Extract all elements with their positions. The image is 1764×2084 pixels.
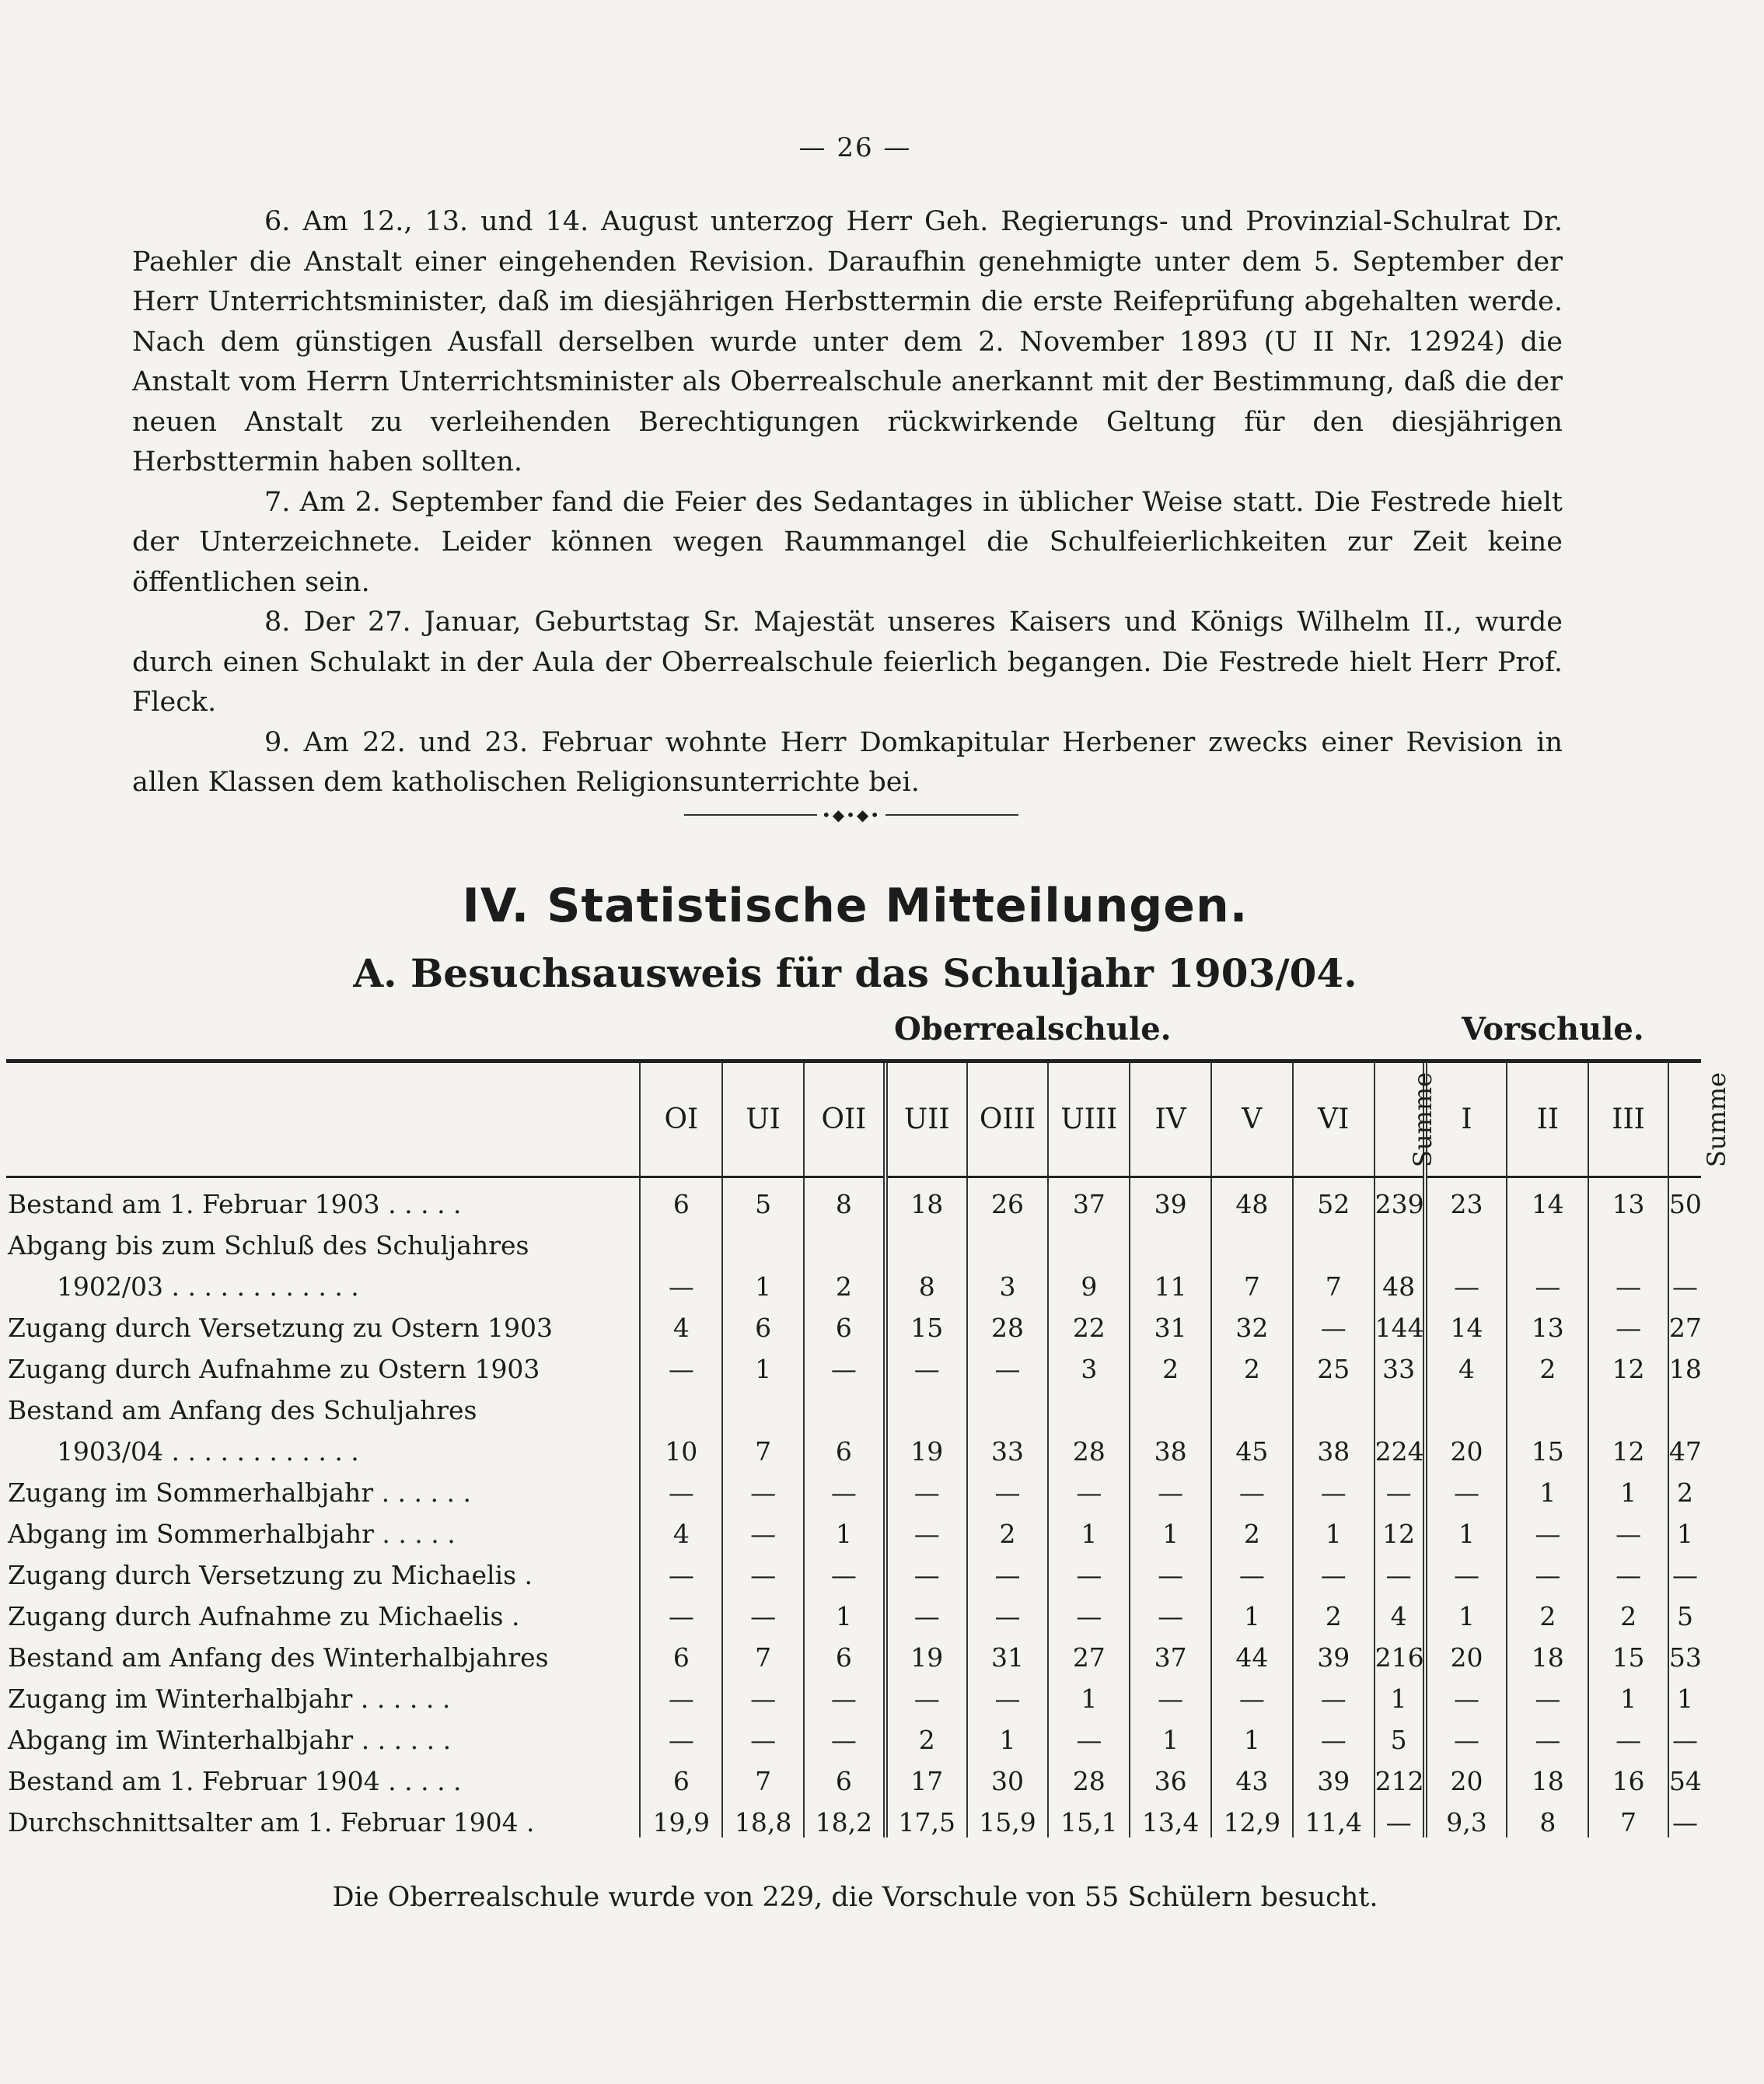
table-cell: 11,4 (1293, 1796, 1375, 1837)
table-cell: 144 (1375, 1302, 1425, 1343)
table-cell: 1 (1588, 1467, 1668, 1508)
table-cell: 8 (885, 1261, 967, 1302)
table-cell: 7 (1211, 1261, 1293, 1302)
table-cell: — (804, 1467, 885, 1508)
column-header: OIII (967, 1063, 1049, 1177)
table-cell: — (967, 1343, 1049, 1384)
row-label: Zugang im Sommerhalbjahr . . . . . . (8, 1477, 471, 1508)
table-cell: 6 (804, 1755, 885, 1796)
table-cell: 48 (1211, 1177, 1293, 1220)
table-cell: 20 (1425, 1755, 1507, 1796)
table-cell: 15 (885, 1302, 967, 1343)
table-cell: 2 (967, 1508, 1049, 1549)
table-cell: — (804, 1714, 885, 1755)
table-cell: 1 (1588, 1673, 1668, 1714)
table-cell: — (1211, 1549, 1293, 1590)
table-cell: 5 (1668, 1590, 1701, 1631)
table-cell: 36 (1130, 1755, 1211, 1796)
table-row (6, 1755, 1701, 1796)
table-cell: — (1375, 1549, 1425, 1590)
row-label: Zugang durch Aufnahme zu Michaelis . (8, 1601, 520, 1631)
header-label-cell (6, 1063, 640, 1177)
table-cell (1507, 1219, 1588, 1261)
table-cell: 37 (1048, 1177, 1130, 1220)
table-cell (967, 1384, 1049, 1425)
table-cell (885, 1219, 967, 1261)
table-cell: 6 (804, 1302, 885, 1343)
table-cell: — (885, 1590, 967, 1631)
table-cell: 1 (1211, 1714, 1293, 1755)
table-cell: — (1048, 1714, 1130, 1755)
table-cell: 1 (1668, 1673, 1701, 1714)
table-cell: 10 (640, 1425, 722, 1467)
table-cell: 6 (640, 1631, 722, 1673)
table-cell: 18 (885, 1177, 967, 1220)
table-cell: 2 (885, 1714, 967, 1755)
table-cell: — (722, 1467, 804, 1508)
table-cell: 11 (1130, 1261, 1211, 1302)
table-cell: 37 (1130, 1631, 1211, 1673)
table-cell: — (1668, 1549, 1701, 1590)
table-cell: 23 (1425, 1177, 1507, 1220)
table-cell: — (1293, 1302, 1375, 1343)
table-cell: — (1293, 1549, 1375, 1590)
table-cell: 239 (1375, 1177, 1425, 1220)
column-header: IV (1130, 1063, 1211, 1177)
table-cell (640, 1384, 722, 1425)
table-cell: — (1588, 1508, 1668, 1549)
table-cell: 31 (1130, 1302, 1211, 1343)
table-cell: 7 (722, 1631, 804, 1673)
table-cell: 18 (1507, 1631, 1588, 1673)
table-cell: — (722, 1673, 804, 1714)
table-cell (722, 1219, 804, 1261)
table-cell: 9,3 (1425, 1796, 1507, 1837)
table-cell: 216 (1375, 1631, 1425, 1673)
table-cell: 15 (1507, 1425, 1588, 1467)
table-cell: — (1588, 1714, 1668, 1755)
table-cell: — (1507, 1261, 1588, 1302)
table-cell: 2 (1211, 1343, 1293, 1384)
table-row (6, 1177, 1701, 1220)
table-cell (804, 1219, 885, 1261)
table-cell: — (1507, 1673, 1588, 1714)
row-label: Zugang durch Versetzung zu Michaelis . (8, 1560, 533, 1590)
footer-note: Die Oberrealschule wurde von 229, die Vorschule von 55 Schülern besucht. (332, 1882, 1378, 1913)
table-cell (1048, 1219, 1130, 1261)
table-cell: 28 (967, 1302, 1049, 1343)
table-cell: — (1425, 1467, 1507, 1508)
paragraph: 6. Am 12., 13. und 14. August unterzog Herr Geh. Regierungs- und Provinzial-Schulrat Dr. Paehler die Anstalt einer eingehenden Revision. Daraufhin genehmigte unter dem 5. September der Herr Unterrichtsminister, daß im diesjährigen Herbsttermin die erste Reifeprüfung abgehalten werde. Nach dem günstigen Ausfall derselben wurde unter dem 2. November 1893 (U II Nr. 12924) die Anstalt vom Herrn Unterrichtsminister als Oberrealschule anerkannt mit der Bestimmung, daß die der neuen Anstalt zu verleihenden Berechtigungen rückwirkende Geltung für den diesjährigen Herbsttermin haben sollten. (132, 206, 1563, 477)
table-cell: 33 (967, 1425, 1049, 1467)
table-cell: — (1588, 1302, 1668, 1343)
table-cell: 32 (1211, 1302, 1293, 1343)
table-cell: — (1425, 1549, 1507, 1590)
group-label-oberrealschule: Oberrealschule. (894, 1011, 1172, 1047)
table-cell: 20 (1425, 1425, 1507, 1467)
table-header-row (6, 1063, 1701, 1177)
table-cell: 18,2 (804, 1796, 885, 1837)
table-row (6, 1384, 1701, 1425)
table-cell (1668, 1384, 1701, 1425)
row-label: Zugang durch Versetzung zu Ostern 1903 (8, 1313, 553, 1343)
table-cell: 7 (722, 1425, 804, 1467)
table-cell: 52 (1293, 1177, 1375, 1220)
table-cell: — (1048, 1549, 1130, 1590)
table-cell: 4 (640, 1302, 722, 1343)
table-cell: — (1588, 1549, 1668, 1590)
column-header-summe: Summe (1375, 1063, 1425, 1177)
table-cell: 39 (1293, 1631, 1375, 1673)
table-row (6, 1467, 1701, 1508)
column-header: II (1507, 1063, 1588, 1177)
row-label: Zugang durch Aufnahme zu Ostern 1903 (8, 1354, 540, 1384)
column-header: III (1588, 1063, 1668, 1177)
table-cell: — (1130, 1590, 1211, 1631)
table-cell: 212 (1375, 1755, 1425, 1796)
table-cell: 18,8 (722, 1796, 804, 1837)
table-cell: 22 (1048, 1302, 1130, 1343)
table-cell: 30 (967, 1755, 1049, 1796)
table-cell: 1 (1425, 1590, 1507, 1631)
table-cell: — (1668, 1714, 1701, 1755)
table-cell: 28 (1048, 1425, 1130, 1467)
table-cell: 15 (1588, 1631, 1668, 1673)
table-cell: 1 (1507, 1467, 1588, 1508)
table-cell: 18 (1668, 1343, 1701, 1384)
table-cell: — (804, 1673, 885, 1714)
column-header: UIII (1048, 1063, 1130, 1177)
table-cell: — (722, 1590, 804, 1631)
table-cell: 4 (640, 1508, 722, 1549)
table-cell (640, 1219, 722, 1261)
table-cell: — (1425, 1673, 1507, 1714)
table-cell: 2 (1507, 1590, 1588, 1631)
table-cell: 14 (1425, 1302, 1507, 1343)
table-cell: 47 (1668, 1425, 1701, 1467)
table-row (6, 1425, 1701, 1467)
table-cell: 2 (804, 1261, 885, 1302)
table-cell: — (804, 1343, 885, 1384)
table-cell: 1 (1425, 1508, 1507, 1549)
table-cell: 8 (1507, 1796, 1588, 1837)
table-cell: — (640, 1261, 722, 1302)
table-cell: 12,9 (1211, 1796, 1293, 1837)
table-cell (1375, 1219, 1425, 1261)
table-cell (1211, 1384, 1293, 1425)
table-cell: — (885, 1673, 967, 1714)
table-cell: 12 (1375, 1508, 1425, 1549)
row-label: Zugang im Winterhalbjahr . . . . . . (8, 1684, 451, 1714)
table-cell: 224 (1375, 1425, 1425, 1467)
table-cell: 25 (1293, 1343, 1375, 1384)
table-cell: 18 (1507, 1755, 1588, 1796)
column-header: UII (885, 1063, 967, 1177)
column-header-summe: Summe (1668, 1063, 1701, 1177)
table-cell: 53 (1668, 1631, 1701, 1673)
subsection-title: A. Besuchsausweis für das Schuljahr 1903/04. (353, 950, 1357, 996)
table-cell: 1 (1293, 1508, 1375, 1549)
table-cell: 8 (804, 1177, 885, 1220)
table-row (6, 1261, 1701, 1302)
table-cell: — (1668, 1796, 1701, 1837)
table-cell: 5 (1375, 1714, 1425, 1755)
section-title: IV. Statistische Mitteilungen. (462, 879, 1249, 933)
table-cell: 1 (804, 1508, 885, 1549)
table-cell: 7 (1588, 1796, 1668, 1837)
table-cell (1507, 1384, 1588, 1425)
table-cell: 15,1 (1048, 1796, 1130, 1837)
table-cell: 2 (1507, 1343, 1588, 1384)
table-cell: — (967, 1467, 1049, 1508)
table-cell: 2 (1588, 1590, 1668, 1631)
table-row (6, 1508, 1701, 1549)
table-cell: 26 (967, 1177, 1049, 1220)
table-cell: 5 (722, 1177, 804, 1220)
table-row (6, 1631, 1701, 1673)
table-cell: 1 (1375, 1673, 1425, 1714)
table-cell: — (722, 1549, 804, 1590)
table-cell: — (1211, 1673, 1293, 1714)
table-cell: — (640, 1549, 722, 1590)
column-header: V (1211, 1063, 1293, 1177)
row-label: Bestand am 1. Februar 1903 . . . . . (8, 1189, 462, 1219)
table-cell: — (722, 1714, 804, 1755)
table-cell: 54 (1668, 1755, 1701, 1796)
table-cell: 4 (1375, 1590, 1425, 1631)
table-cell: 9 (1048, 1261, 1130, 1302)
table-cell: 7 (1293, 1261, 1375, 1302)
table-row (6, 1549, 1701, 1590)
table-cell: 44 (1211, 1631, 1293, 1673)
table-cell: 2 (1130, 1343, 1211, 1384)
page-number: — 26 — (798, 132, 912, 163)
column-header: UI (722, 1063, 804, 1177)
attendance-table (6, 1059, 1731, 1837)
table-cell: 12 (1588, 1425, 1668, 1467)
table-cell: 6 (640, 1177, 722, 1220)
table-cell (1588, 1219, 1668, 1261)
table-cell: 2 (1293, 1590, 1375, 1631)
table-cell (1668, 1219, 1701, 1261)
table-cell: — (1507, 1508, 1588, 1549)
table-cell: — (640, 1467, 722, 1508)
table-cell (1211, 1219, 1293, 1261)
table-cell: 50 (1668, 1177, 1701, 1220)
table-cell: 3 (967, 1261, 1049, 1302)
table-cell: — (1293, 1467, 1375, 1508)
table-cell (804, 1384, 885, 1425)
table-cell: 38 (1293, 1425, 1375, 1467)
table-cell (1588, 1384, 1668, 1425)
table-cell: 1 (722, 1343, 804, 1384)
table-cell: — (1507, 1714, 1588, 1755)
column-header: I (1425, 1063, 1507, 1177)
table-cell: — (1130, 1549, 1211, 1590)
column-header: OII (804, 1063, 885, 1177)
table-cell: 1 (1130, 1508, 1211, 1549)
table-cell: 13 (1507, 1302, 1588, 1343)
table-cell: 38 (1130, 1425, 1211, 1467)
table-cell: 13 (1588, 1177, 1668, 1220)
table-cell: — (885, 1549, 967, 1590)
table-cell: 14 (1507, 1177, 1588, 1220)
table-cell: 1 (1668, 1508, 1701, 1549)
table-cell: 6 (804, 1425, 885, 1467)
table-cell (1293, 1384, 1375, 1425)
table-cell: 45 (1211, 1425, 1293, 1467)
table-cell: — (967, 1549, 1049, 1590)
table-cell (722, 1384, 804, 1425)
table-cell: — (1211, 1467, 1293, 1508)
table-cell: 6 (804, 1631, 885, 1673)
row-label: Durchschnittsalter am 1. Februar 1904 . (8, 1807, 535, 1837)
table-cell: 48 (1375, 1261, 1425, 1302)
table-cell: 1 (804, 1590, 885, 1631)
table-cell: — (640, 1714, 722, 1755)
table-cell: 19 (885, 1425, 967, 1467)
table-cell: 2 (1668, 1467, 1701, 1508)
table-row (6, 1343, 1701, 1384)
table-cell: — (640, 1343, 722, 1384)
table-cell: 6 (640, 1755, 722, 1796)
table-cell: — (1130, 1467, 1211, 1508)
table-cell: 43 (1211, 1755, 1293, 1796)
table-cell: — (722, 1508, 804, 1549)
table-cell: 7 (722, 1755, 804, 1796)
table-cell: — (1425, 1261, 1507, 1302)
table-cell: 3 (1048, 1343, 1130, 1384)
paragraph: 8. Der 27. Januar, Geburtstag Sr. Majestät unseres Kaisers und Königs Wilhelm II., wurde durch einen Schulakt in der Aula der Oberrealschule feierlich begangen. Die Festrede hielt Herr Prof. Fleck. (132, 607, 1563, 718)
paragraph: 9. Am 22. und 23. Februar wohnte Herr Domkapitular Herbener zwecks einer Revision in allen Klassen dem katholischen Religionsunterrichte bei. (132, 726, 1563, 798)
table-cell: 39 (1293, 1755, 1375, 1796)
table-cell: — (640, 1590, 722, 1631)
table-row (6, 1219, 1701, 1261)
table-cell (1130, 1219, 1211, 1261)
table-row (6, 1796, 1701, 1837)
table-cell: 27 (1668, 1302, 1701, 1343)
table-row (6, 1590, 1701, 1631)
table-row (6, 1302, 1701, 1343)
column-header: OI (640, 1063, 722, 1177)
table-cell: 17 (885, 1755, 967, 1796)
table-cell: 1 (1048, 1508, 1130, 1549)
table-cell (1375, 1384, 1425, 1425)
row-label: 1903/04 . . . . . . . . . . . . (8, 1436, 359, 1467)
table-cell: 1 (1130, 1714, 1211, 1755)
table-cell: 15,9 (967, 1796, 1049, 1837)
body-text (132, 202, 1563, 803)
table-cell: 2 (1211, 1508, 1293, 1549)
table-cell: — (1588, 1261, 1668, 1302)
table-cell: — (885, 1343, 967, 1384)
table-cell (1130, 1384, 1211, 1425)
table-cell: 1 (1048, 1673, 1130, 1714)
table-cell: — (967, 1590, 1049, 1631)
row-label: Abgang bis zum Schluß des Schuljahres (8, 1230, 529, 1261)
table-cell: 1 (967, 1714, 1049, 1755)
table-cell: 4 (1425, 1343, 1507, 1384)
table-row (6, 1714, 1701, 1755)
table-cell: 19,9 (640, 1796, 722, 1837)
table-cell: 16 (1588, 1755, 1668, 1796)
table-cell: 13,4 (1130, 1796, 1211, 1837)
row-label: Bestand am Anfang des Winterhalbjahres (8, 1642, 549, 1673)
group-label-vorschule: Vorschule. (1462, 1011, 1644, 1047)
column-header: VI (1293, 1063, 1375, 1177)
table-cell: 17,5 (885, 1796, 967, 1837)
table-cell (967, 1219, 1049, 1261)
table-cell (885, 1384, 967, 1425)
table-cell: — (1293, 1673, 1375, 1714)
table-cell (1048, 1384, 1130, 1425)
table-cell: 12 (1588, 1343, 1668, 1384)
table-cell: — (1375, 1467, 1425, 1508)
table-cell: — (885, 1508, 967, 1549)
table-cell: 28 (1048, 1755, 1130, 1796)
row-label: Abgang im Sommerhalbjahr . . . . . (8, 1519, 456, 1549)
table-cell: 31 (967, 1631, 1049, 1673)
table-cell: — (1375, 1796, 1425, 1837)
table-cell: 27 (1048, 1631, 1130, 1673)
table-cell (1425, 1384, 1507, 1425)
table-cell: — (1507, 1549, 1588, 1590)
table-cell: — (1048, 1590, 1130, 1631)
table-cell: — (1293, 1714, 1375, 1755)
table-row (6, 1673, 1701, 1714)
table-cell: 6 (722, 1302, 804, 1343)
table-cell: 1 (1211, 1590, 1293, 1631)
row-label: 1902/03 . . . . . . . . . . . . (8, 1271, 359, 1302)
table-cell: — (885, 1467, 967, 1508)
table-cell: 20 (1425, 1631, 1507, 1673)
row-label: Bestand am 1. Februar 1904 . . . . . (8, 1766, 462, 1796)
row-label: Bestand am Anfang des Schuljahres (8, 1395, 477, 1425)
table-cell: — (1048, 1467, 1130, 1508)
table-cell (1425, 1219, 1507, 1261)
table-cell: — (804, 1549, 885, 1590)
table-cell: 33 (1375, 1343, 1425, 1384)
row-label: Abgang im Winterhalbjahr . . . . . . (8, 1725, 452, 1755)
table-cell: 39 (1130, 1177, 1211, 1220)
table-cell: — (1668, 1261, 1701, 1302)
table-cell: 1 (722, 1261, 804, 1302)
section-separator: •◆•◆• (684, 807, 1018, 823)
table-cell: 19 (885, 1631, 967, 1673)
table-cell (1293, 1219, 1375, 1261)
paragraph: 7. Am 2. September fand die Feier des Sedantages in üblicher Weise statt. Die Festrede hielt der Unterzeichnete. Leider können wegen Raummangel die Schulfeierlichkeiten zur Zeit keine öffentlichen sein. (132, 486, 1563, 598)
table-cell: — (640, 1673, 722, 1714)
table-cell: — (1130, 1673, 1211, 1714)
table-cell: — (1425, 1714, 1507, 1755)
table-cell: — (967, 1673, 1049, 1714)
